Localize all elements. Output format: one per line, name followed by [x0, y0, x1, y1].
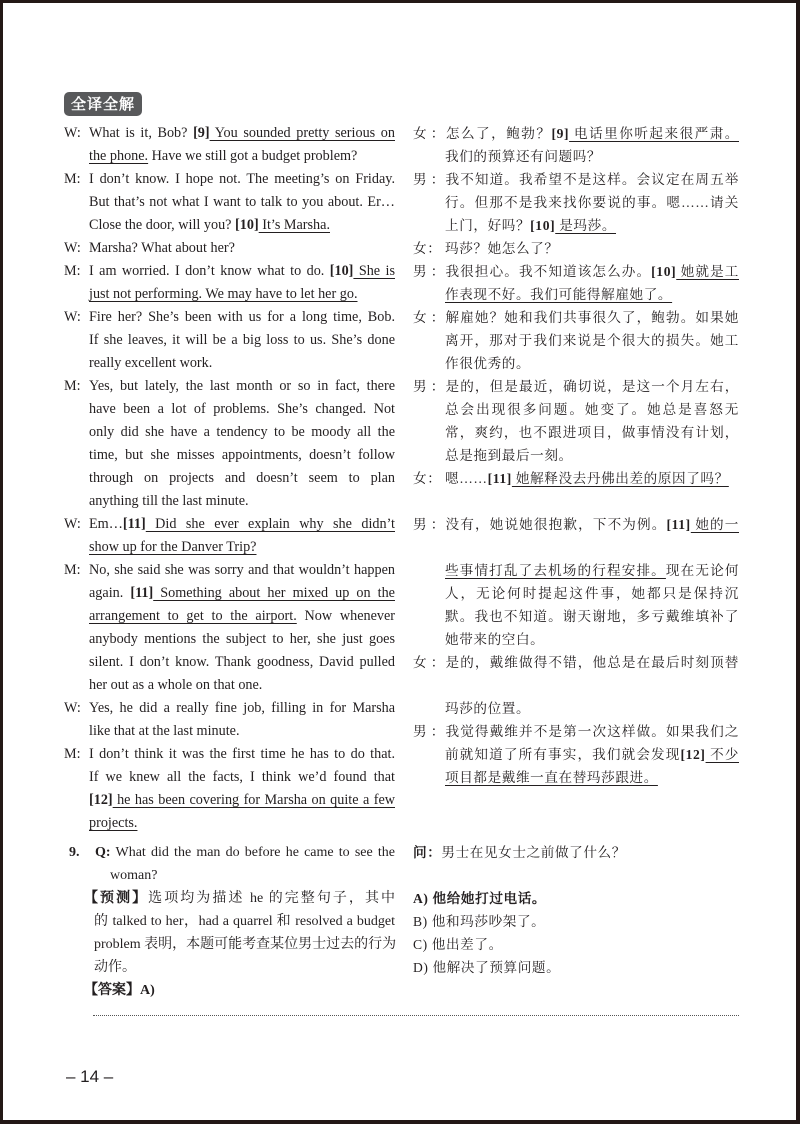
dialogue-text: I don’t know. I hope not. The meeting’s on Friday. [89, 171, 395, 187]
dialogue-text: What is it, Bob? [89, 125, 194, 141]
option-label: A) [413, 891, 429, 906]
dialogue-text: 行。但那不是我来找你要说的事。嗯……请关 [445, 195, 739, 210]
answer-line [69, 979, 395, 1002]
key-sentence: It’s Marsha. [258, 217, 330, 233]
dialogue-line [64, 674, 395, 697]
dialogue-line [64, 467, 395, 490]
key-sentence: 项目都是戴维一直在替玛莎跟进。 [445, 770, 658, 785]
predict-line: problem 表明，本题可能考查某位男士过去的行为 [94, 937, 397, 952]
speaker-label: 男： [413, 264, 445, 279]
key-sentence: She is [353, 263, 395, 279]
option-label: B) [413, 914, 428, 929]
speaker-label: M: [64, 562, 81, 578]
dialogue-text: 作很优秀的。 [445, 356, 531, 371]
dialogue-line [413, 145, 739, 168]
question-number: 9. [69, 845, 80, 860]
dialogue-text: 人，无论何时提起这件事，她都只是保持沉 [445, 586, 739, 601]
key-sentence: 她解释没去丹佛出差的原因了吗？ [511, 471, 729, 486]
speaker-label: 女： [413, 655, 445, 670]
answer-option [413, 933, 739, 956]
dialogue-line [64, 329, 395, 352]
dialogue-text: 前就知道了所有事实，我们就会发现 [445, 747, 681, 762]
dialogue-line [64, 605, 395, 628]
dialogue-line [64, 513, 395, 536]
dialogue-line [413, 398, 739, 421]
dialogue-text: If she leaves, it will be a big loss to us. She’s done [89, 332, 395, 348]
dialogue-text: Em… [89, 516, 123, 532]
dialogue-text: 怎么了，鲍勃？ [445, 126, 552, 141]
predict-line: 的 talked to her，had a quarrel 和 resolved a budget [94, 914, 395, 929]
ref-number: [10] [235, 217, 259, 233]
dialogue-line [64, 168, 395, 191]
option-text: 他给她打过电话。 [428, 891, 547, 906]
speaker-label: W: [64, 700, 81, 716]
dialogue-line [64, 352, 395, 375]
dialogue-text: really excellent work. [89, 355, 213, 371]
ref-number: [12] [89, 792, 113, 808]
speaker-label: 男： [413, 379, 445, 394]
dialogue-line [413, 743, 739, 766]
question-line [69, 841, 395, 864]
dialogue-line [413, 444, 739, 467]
dialogue-text: No, she said she was sorry and that wouldn’t happen [89, 562, 395, 578]
speaker-label: W: [64, 240, 81, 256]
dialogue-line [413, 720, 739, 743]
speaker-label: 男： [413, 517, 445, 532]
dialogue-text: 我不知道。我希望不是这样。会议定在周五举 [445, 172, 739, 187]
key-sentence: 电话里你听起来很严肃。 [569, 126, 739, 141]
dialogue-line [64, 628, 395, 651]
option-label: C) [413, 937, 428, 952]
dialogue-text: 没有，她说她很抱歉，下不为例。 [445, 517, 667, 532]
speaker-label: 女： [413, 310, 445, 325]
dialogue-line [413, 191, 739, 214]
dialogue-text: anything till the last minute. [89, 493, 249, 509]
dialogue-text: 解雇她？她和我们共事很久了，鲍勃。如果她 [445, 310, 739, 325]
dialogue-line [413, 605, 739, 628]
dialogue-line [64, 582, 395, 605]
dialogue-text: 是的，戴维做得不错，他总是在最后时刻顶替 [445, 655, 739, 670]
dialogue-text: 默。我也不知道。谢天谢地，多亏戴维填补了 [445, 609, 739, 624]
option-text: 他和玛莎吵架了。 [427, 914, 546, 929]
key-sentence: 是玛莎。 [555, 218, 617, 233]
dialogue-text: Close the door, will you? [89, 217, 236, 233]
dialogue-line [413, 306, 739, 329]
dialogue-text: 玛莎？她怎么了？ [445, 241, 559, 256]
dialogue-line [64, 283, 395, 306]
dialogue-line [413, 651, 739, 674]
speaker-label: M: [64, 378, 81, 394]
key-sentence: show up for the Danver Trip? [89, 539, 257, 555]
key-sentence: 不少 [705, 747, 739, 762]
predict-label: 【预测】 [84, 891, 149, 906]
dialogue-text: Now whenever [296, 608, 395, 624]
dialogue-line [64, 306, 395, 329]
speaker-label: W: [64, 125, 81, 141]
key-sentence: arrangement to get to the airport. [89, 608, 297, 624]
dialogue-text: like that at the last minute. [89, 723, 240, 739]
dialogue-line [64, 536, 395, 559]
key-sentence: 作表现不好。我们可能得解雇她了。 [445, 287, 673, 302]
dialogue-line [64, 375, 395, 398]
dialogue-text: 她带来的空白。 [445, 632, 545, 647]
page-number: – 14 – [66, 1067, 114, 1086]
dialogue-text: 嗯…… [445, 471, 488, 486]
ref-number: [11] [487, 471, 512, 486]
dialogue-line [413, 582, 739, 605]
key-sentence: just not performing. We may have to let her go. [89, 286, 358, 302]
dialogue-line [413, 122, 739, 145]
ref-number: [11] [130, 585, 154, 601]
dialogue-line [64, 697, 395, 720]
dialogue-line [64, 789, 395, 812]
answer-option [413, 910, 739, 933]
dialogue-line [64, 490, 395, 513]
key-sentence: 她的一 [690, 517, 739, 532]
dialogue-line [413, 766, 739, 789]
option-text: 他出差了。 [427, 937, 503, 952]
dialogue-line [64, 122, 395, 145]
dialogue-line [413, 467, 739, 490]
ref-number: [11] [122, 516, 146, 532]
dialogue-line [64, 559, 395, 582]
option-label: D) [413, 960, 429, 975]
dialogue-text: 离开，那对于我们来说是个很大的损失。她工 [445, 333, 739, 348]
ref-number: [10] [329, 263, 354, 279]
dialogue-line [64, 421, 395, 444]
dialogue-line [413, 237, 739, 260]
dialogue-text: Yes, he did a really fine job, filling in for Marsha [89, 700, 395, 716]
answer-label: 【答案】 [84, 983, 140, 998]
dialogue-line [413, 628, 739, 651]
dialogue-line [413, 214, 739, 237]
dialogue-line [64, 743, 395, 766]
dialogue-text: only did she have a tendency to be moody all the [89, 424, 395, 440]
dialogue-line [413, 559, 739, 582]
dialogue-line [64, 237, 395, 260]
key-sentence: Did she ever explain why she didn’t [145, 516, 395, 532]
dialogue-line [413, 168, 739, 191]
dialogue-text: 上门，好吗？ [445, 218, 531, 233]
dialogue-text: 玛莎的位置。 [445, 701, 531, 716]
dialogue-text: But that’s not what I want to talk to you about. Er… [89, 194, 395, 210]
dialogue-line [413, 375, 739, 398]
answer-option [413, 956, 739, 979]
dialogue-line [413, 352, 739, 375]
dialogue-line [413, 260, 739, 283]
dialogue-text: silent. I don’t know. Thank goodness, David pulled [89, 654, 395, 670]
speaker-label: 女： [413, 241, 442, 256]
speaker-label: 男： [413, 724, 445, 739]
dialogue-line [64, 145, 395, 168]
dialogue-text: 现在无论何 [665, 563, 740, 578]
dialogue-line [64, 191, 395, 214]
dialogue-line [413, 513, 739, 536]
question-text: What did the man do before he came to see the [110, 845, 395, 860]
dialogue-text: again. [89, 585, 131, 601]
key-sentence: the phone. [89, 148, 149, 164]
dialogue-text: 总会出现很多问题。她变了。她总是喜怒无 [445, 402, 739, 417]
ref-number: [10] [651, 264, 677, 279]
ref-number: [11] [666, 517, 691, 532]
ref-number: [9] [551, 126, 570, 141]
section-badge: 全译全解 [64, 92, 142, 116]
zh-question-label: 问： [413, 845, 442, 860]
speaker-label: W: [64, 516, 81, 532]
question-label: Q: [95, 845, 111, 860]
dialogue-text: Marsha? What about her? [89, 240, 235, 256]
ref-number: [9] [193, 125, 210, 141]
speaker-label: 女： [413, 471, 442, 486]
answer-option [413, 887, 739, 910]
zh-question-line [413, 841, 739, 864]
key-sentence: projects. [89, 815, 138, 831]
key-sentence: 些事情打乱了去机场的行程安排。 [445, 563, 666, 578]
dialogue-text: 我们的预算还有问题吗？ [445, 149, 602, 164]
dialogue-line [64, 812, 395, 835]
dialogue-line [413, 421, 739, 444]
dialogue-text: through on projects and doesn’t seem to plan [89, 470, 395, 486]
dialogue-text: 总是拖到最后一刻。 [445, 448, 573, 463]
ref-number: [12] [680, 747, 706, 762]
dotted-divider [93, 1015, 739, 1016]
dialogue-line [64, 766, 395, 789]
speaker-label: M: [64, 171, 81, 187]
speaker-label: M: [64, 746, 81, 762]
dialogue-text: 我觉得戴维并不是第一次这样做。如果我们之 [445, 724, 739, 739]
speaker-label: 女： [413, 126, 445, 141]
dialogue-text: Yes, but lately, the last month or so in fact, there [89, 378, 395, 394]
question-text-cont: woman? [110, 868, 158, 883]
key-sentence: 她就是工 [676, 264, 739, 279]
speaker-label: 男： [413, 172, 445, 187]
dialogue-text: I am worried. I don’t know what to do. [89, 263, 330, 279]
speaker-label: W: [64, 309, 81, 325]
ref-number: [10] [530, 218, 556, 233]
speaker-label: M: [64, 263, 81, 279]
dialogue-text: time, but she misses appointments, doesn’t follow [89, 447, 395, 463]
dialogue-line [64, 398, 395, 421]
dialogue-line [413, 329, 739, 352]
dialogue-line [64, 720, 395, 743]
key-sentence: Something about her mixed up on the [153, 585, 395, 601]
dialogue-text: 常，爽约，也不跟进项目，做事情没有计划， [445, 425, 739, 440]
dialogue-text: Fire her? She’s been with us for a long time, Bob. [89, 309, 395, 325]
predict-line: 【预测】选项均为描述 he 的完整句子，其中 [84, 891, 396, 906]
predict-line: 动作。 [94, 960, 136, 975]
key-sentence: You sounded pretty serious on [209, 125, 395, 141]
dialogue-line [64, 651, 395, 674]
dialogue-line [64, 444, 395, 467]
dialogue-line [413, 283, 739, 306]
dialogue-text: have been a lot of problems. She’s changed. Not [89, 401, 395, 417]
dialogue-text: anybody mentions the subject to her, she just goes [89, 631, 395, 647]
dialogue-text: 是的，但是最近，确切说，是这一个月左右， [445, 379, 739, 394]
key-sentence: he has been covering for Marsha on quite a few [112, 792, 395, 808]
option-text: 他解决了预算问题。 [428, 960, 561, 975]
dialogue-line [64, 214, 395, 237]
answer-value: A) [140, 983, 155, 998]
dialogue-text: 我很担心。我不知道该怎么办。 [445, 264, 652, 279]
dialogue-line [64, 260, 395, 283]
zh-question-text: 男士在见女士之前做了什么？ [441, 845, 626, 860]
dialogue-text: her out as a whole on that one. [89, 677, 263, 693]
dialogue-text: If we knew all the facts, I think we’d found that [89, 769, 395, 785]
dialogue-text: Have we still got a budget problem? [148, 148, 358, 164]
dialogue-line [413, 697, 739, 720]
dialogue-text: I don’t think it was the first time he has to do that. [89, 746, 395, 762]
